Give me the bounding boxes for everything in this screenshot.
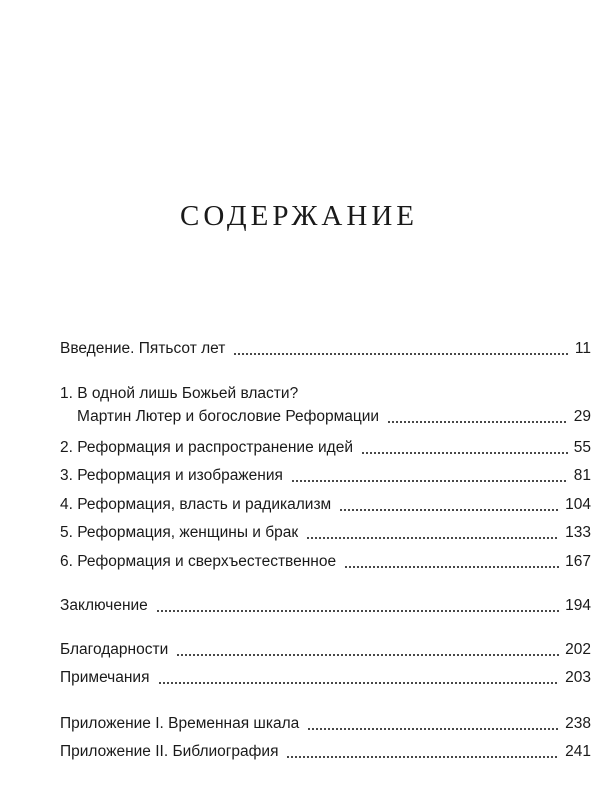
- dot-leader: [387, 421, 568, 423]
- toc-page-number: 29: [573, 408, 591, 425]
- toc-page-number: 194: [565, 597, 591, 614]
- toc-page-number: 11: [574, 340, 591, 357]
- toc-entry-title: 1. В одной лишь Божьей власти?: [60, 385, 299, 402]
- toc-entry-title: Примечания: [60, 669, 150, 686]
- toc-page-number: 202: [565, 641, 591, 658]
- toc-entry-chapter-3: [60, 465, 591, 487]
- dot-leader: [307, 728, 559, 730]
- toc-entry-title: Мартин Лютер и богословие Реформации: [77, 408, 380, 425]
- toc-page-number: 167: [565, 553, 591, 570]
- toc-page-number: 104: [565, 496, 591, 513]
- toc-entry-title: Благодарности: [60, 641, 169, 658]
- toc-entry-title: Приложение II. Библиография: [60, 743, 279, 760]
- toc-entry-title: Введение. Пятьсот лет: [60, 340, 226, 357]
- toc-page-number: 238: [565, 715, 591, 732]
- dot-leader: [344, 566, 559, 568]
- toc-entry-acknowledgements: [60, 639, 591, 661]
- toc-entry-title: 6. Реформация и сверхъестественное: [60, 553, 337, 570]
- dot-leader: [233, 353, 569, 355]
- toc-entry-chapter-5: [60, 522, 591, 544]
- toc-entry-introduction: [60, 338, 591, 360]
- dot-leader: [291, 480, 568, 482]
- toc-entry-chapter-4: [60, 494, 591, 516]
- dot-leader: [176, 654, 559, 656]
- toc-page-number: 133: [565, 524, 591, 541]
- toc-entry-title: 4. Реформация, власть и радикализм: [60, 496, 332, 513]
- dot-leader: [306, 537, 559, 539]
- dot-leader: [361, 452, 568, 454]
- toc-entry-appendix-1: [60, 713, 591, 735]
- page-title: СОДЕРЖАНИЕ: [180, 200, 418, 232]
- toc-entry-appendix-2: [60, 741, 591, 763]
- toc-page-number: 241: [565, 743, 591, 760]
- toc-entry-chapter-6: [60, 551, 591, 573]
- toc-page-number: 203: [565, 669, 591, 686]
- toc-entry-chapter-2: [60, 437, 591, 459]
- toc-entry-chapter-1-line-2: [77, 406, 591, 428]
- toc-entry-notes: [60, 667, 591, 689]
- toc-entry-title: 5. Реформация, женщины и брак: [60, 524, 299, 541]
- dot-leader: [156, 610, 559, 612]
- toc-entry-title: 2. Реформация и распространение идей: [60, 439, 354, 456]
- dot-leader: [158, 682, 560, 684]
- toc-entry-title: Приложение I. Временная шкала: [60, 715, 300, 732]
- dot-leader: [286, 756, 559, 758]
- toc-entry-chapter-1-line-1: [60, 383, 298, 405]
- toc-entry-conclusion: [60, 595, 591, 617]
- toc-entry-title: 3. Реформация и изображения: [60, 467, 283, 484]
- toc-page-number: 55: [573, 439, 591, 456]
- dot-leader: [339, 509, 559, 511]
- toc-entry-title: Заключение: [60, 597, 148, 614]
- toc-page-number: 81: [573, 467, 591, 484]
